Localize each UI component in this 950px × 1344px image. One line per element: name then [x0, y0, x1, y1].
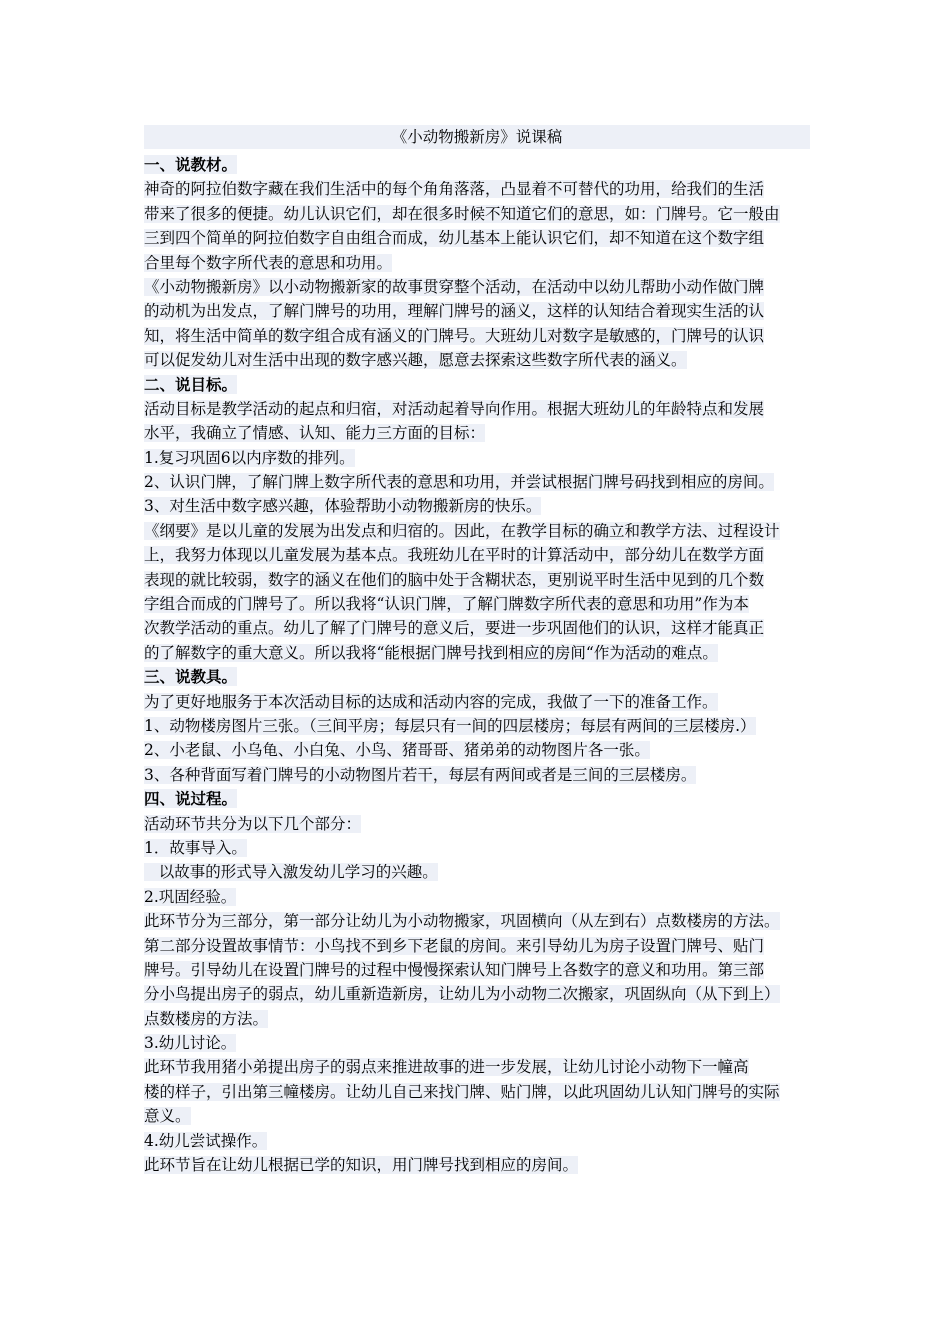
- text-line: [144, 616, 810, 640]
- section-heading: [144, 665, 810, 689]
- text-line-content: 知，将生活中简单的数字组合成有涵义的门牌号。大班幼儿对数字是敏感的，门牌号的认识: [144, 326, 765, 345]
- text-line-content: 第二部分设置故事情节：小鸟找不到乡下老鼠的房间。来引导幼儿为房子设置门牌号、贴门: [144, 936, 765, 955]
- text-line: [144, 226, 810, 250]
- text-line: [144, 397, 810, 421]
- text-line: [144, 1104, 810, 1128]
- text-line-content: 上，我努力体现以儿童发展为基本点。我班幼儿在平时的计算活动中，部分幼儿在数学方面: [144, 546, 765, 565]
- text-line: [144, 275, 810, 299]
- text-line: [144, 1031, 810, 1055]
- text-line: [144, 202, 810, 226]
- text-line: [144, 763, 810, 787]
- text-line-content: 牌号。引导幼儿在设置门牌号的过程中慢慢探索认知门牌号上各数字的意义和功用。第三部: [144, 960, 765, 979]
- text-line-content: 4.幼儿尝试操作。: [144, 1131, 268, 1150]
- text-line-content: 可以促发幼儿对生活中出现的数字感兴趣，愿意去探索这些数字所代表的涵义。: [144, 351, 687, 370]
- text-line-content: 楼的样子，引出第三幢楼房。让幼儿自己来找门牌、贴门牌，以此巩固幼儿认知门牌号的实际: [144, 1082, 780, 1101]
- text-line: [144, 812, 810, 836]
- text-line: [144, 934, 810, 958]
- text-line-content: 活动环节共分为以下几个部分：: [144, 814, 362, 833]
- text-line: [144, 251, 810, 275]
- text-line-content: 的动机为出发点，了解门牌号的功用，理解门牌号的涵义，这样的认知结合着现实生活的认: [144, 302, 765, 321]
- text-line-content: 1.复习巩固6以内序数的排列。: [144, 448, 355, 467]
- text-line-content: 活动目标是教学活动的起点和归宿，对活动起着导向作用。根据大班幼儿的年龄特点和发展: [144, 399, 765, 418]
- text-line-content: 以故事的形式导入激发幼儿学习的兴趣。: [144, 863, 438, 882]
- section-heading: [144, 787, 810, 811]
- text-line-content: 此环节分为三部分，第一部分让幼儿为小动物搬家，巩固横向（从左到右）点数楼房的方法。: [144, 912, 780, 931]
- text-line-content: 此环节旨在让幼儿根据已学的知识，用门牌号找到相应的房间。: [144, 1156, 579, 1175]
- section-heading: [144, 373, 810, 397]
- text-line: [144, 421, 810, 445]
- text-line: [144, 519, 810, 543]
- text-line-content: 2、认识门牌，了解门牌上数字所代表的意思和功用，并尝试根据门牌号码找到相应的房间。: [144, 473, 774, 492]
- document-text: [144, 153, 810, 1177]
- text-line-content: 表现的就比较弱，数字的涵义在他们的脑中处于含糊状态，更别说平时生活中见到的几个数: [144, 570, 765, 589]
- text-line: [144, 1007, 810, 1031]
- text-line-content: 意义。: [144, 1107, 191, 1126]
- text-line-content: 3、对生活中数字感兴趣，体验帮助小动物搬新房的快乐。: [144, 497, 542, 516]
- text-line: [144, 1153, 810, 1177]
- text-line: [144, 592, 810, 616]
- text-line: [144, 494, 810, 518]
- text-line-content: 3.幼儿讨论。: [144, 1034, 237, 1053]
- text-line-content: 《纲要》是以儿童的发展为出发点和归宿的。因此，在教学目标的确立和教学方法、过程设计: [144, 521, 780, 540]
- text-line: [144, 860, 810, 884]
- section-heading-text: 三、说教具。: [144, 667, 238, 687]
- text-line: [144, 1055, 810, 1079]
- text-line-content: 1、动物楼房图片三张。（三间平房；每层只有一间的四层楼房；每层有两间的三层楼房.）: [144, 716, 756, 735]
- text-line: [144, 543, 810, 567]
- text-line: [144, 714, 810, 738]
- text-line: [144, 568, 810, 592]
- text-line-content: 2、小老鼠、小乌龟、小白兔、小鸟、猪哥哥、猪弟弟的动物图片各一张。: [144, 741, 650, 760]
- text-line-content: 2.巩固经验。: [144, 887, 237, 906]
- text-line-content: 三到四个简单的阿拉伯数字自由组合而成，幼儿基本上能认识它们，却不知道在这个数字组: [144, 229, 765, 248]
- text-line: [144, 690, 810, 714]
- section-heading-text: 一、说教材。: [144, 155, 238, 174]
- text-line-content: 《小动物搬新房》以小动物搬新家的故事贯穿整个活动，在活动中以幼儿帮助小动作做门牌: [144, 277, 765, 296]
- text-line: [144, 958, 810, 982]
- text-line: [144, 177, 810, 201]
- text-line-content: 水平，我确立了情感、认知、能力三方面的目标：: [144, 424, 486, 443]
- section-heading: [144, 153, 810, 177]
- text-line-content: 分小鸟提出房子的弱点，幼儿重新造新房，让幼儿为小动物二次搬家，巩固纵向（从下到上）: [144, 985, 780, 1004]
- text-line: [144, 982, 810, 1006]
- text-line: [144, 1129, 810, 1153]
- text-line: [144, 299, 810, 323]
- text-line: [144, 446, 810, 470]
- text-line: [144, 909, 810, 933]
- text-line-content: 带来了很多的便捷。幼儿认识它们，却在很多时候不知道它们的意思，如：门牌号。它一般由: [144, 204, 780, 223]
- text-line-content: 合里每个数字所代表的意思和功用。: [144, 253, 393, 272]
- text-line-content: 神奇的阿拉伯数字藏在我们生活中的每个角角落落，凸显着不可替代的功用，给我们的生活: [144, 180, 765, 199]
- document-body: [144, 125, 810, 1177]
- text-line: [144, 348, 810, 372]
- text-line: [144, 324, 810, 348]
- document-title: 《小动物搬新房》说课稿: [144, 125, 810, 149]
- text-line: [144, 641, 810, 665]
- text-line-content: 字组合而成的门牌号了。所以我将“认识门牌，了解门牌数字所代表的意思和功用”作为本: [144, 595, 749, 614]
- text-line: [144, 885, 810, 909]
- text-line: [144, 470, 810, 494]
- text-line-content: 3、各种背面写着门牌号的小动物图片若干，每层有两间或者是三间的三层楼房。: [144, 765, 697, 784]
- text-line-content: 点数楼房的方法。: [144, 1009, 269, 1028]
- section-heading-text: 四、说过程。: [144, 789, 238, 809]
- text-line-content: 的了解数字的重大意义。所以我将“能根据门牌号找到相应的房间“作为活动的难点。: [144, 643, 718, 662]
- text-line: [144, 836, 810, 860]
- text-line-content: 为了更好地服务于本次活动目标的达成和活动内容的完成，我做了一下的准备工作。: [144, 692, 718, 711]
- text-line: [144, 1080, 810, 1104]
- text-line-content: 1．故事导入。: [144, 838, 247, 857]
- text-line-content: 此环节我用猪小弟提出房子的弱点来推进故事的进一步发展，让幼儿讨论小动物下一幢高: [144, 1058, 749, 1077]
- section-heading-text: 二、说目标。: [144, 374, 238, 394]
- text-line: [144, 738, 810, 762]
- text-line-content: 次教学活动的重点。幼儿了解了门牌号的意义后，要进一步巩固他们的认识，这样才能真正: [144, 619, 765, 638]
